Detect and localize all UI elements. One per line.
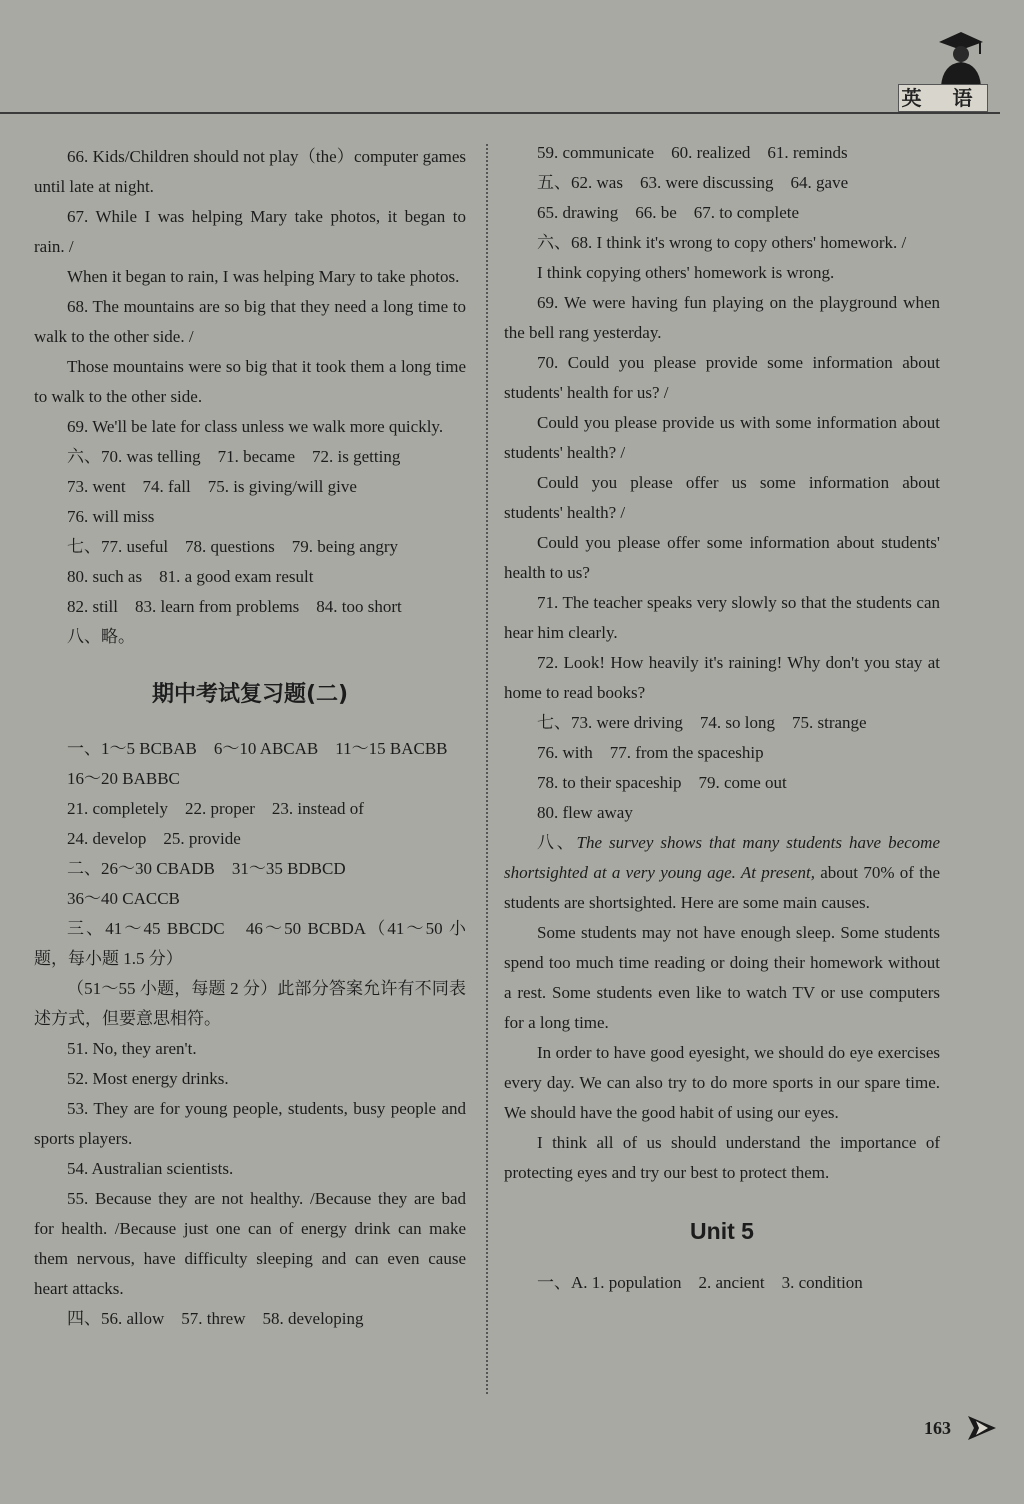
answer-line: 五、62. was 63. were discussing 64. gave: [537, 173, 849, 192]
answer-line: 51. No, they aren't.: [67, 1039, 197, 1058]
essay-paragraph: I think all of us should understand the importance of protecting eyes and try our best to protect them.: [504, 1133, 940, 1182]
answer-line: 16～20 BABBC: [67, 769, 180, 788]
answer-line: Could you please provide us with some information about students' health? /: [504, 413, 940, 462]
answer-line: 二、26～30 CBADB 31～35 BDBCD: [67, 859, 346, 878]
answer-line: 四、56. allow 57. threw 58. developing: [67, 1309, 364, 1328]
answer-line: 24. develop 25. provide: [67, 829, 241, 848]
answer-line: 六、70. was telling 71. became 72. is getting: [67, 447, 401, 466]
answer-line: 70. Could you please provide some information about students' health for us? /: [504, 353, 940, 402]
answer-line: 八、略。: [67, 627, 135, 646]
answer-line: 三、41～45 BBCDC 46～50 BCBDA（41～50 小题，每小题 1.5 分）: [34, 919, 466, 968]
answer-line: When it began to rain, I was helping Mary to take photos.: [67, 267, 460, 286]
answer-line: 36～40 CACCB: [67, 889, 180, 908]
answer-line: 六、68. I think it's wrong to copy others' homework. /: [537, 233, 907, 252]
answer-line: 71. The teacher speaks very slowly so that the students can hear him clearly.: [504, 593, 940, 642]
answer-line: 80. flew away: [537, 803, 633, 822]
answer-line: 55. Because they are not healthy. /Because they are bad for health. /Because just one can of energy drink can make them nervous, have difficulty sleeping and can even cause heart attacks.: [34, 1189, 466, 1298]
page-arrow-icon: [966, 1414, 998, 1442]
answer-line: 一、1～5 BCBAB 6～10 ABCAB 11～15 BACBB: [67, 739, 448, 758]
answer-line: 82. still 83. learn from problems 84. too short: [67, 597, 402, 616]
left-column: [34, 142, 466, 1334]
answer-line: （51～55 小题，每题 2 分）此部分答案允许有不同表述方式，但要意思相符。: [34, 979, 466, 1028]
graduate-icon: [935, 30, 987, 86]
essay-paragraph: In order to have good eyesight, we should do eye exercises every day. We can also try to do more sports in our spare time. We should have the good habit of using our eyes.: [504, 1043, 940, 1122]
essay-paragraph: Some students may not have enough sleep. Some students spend too much time reading or doing their homework without a rest. Some students even like to watch TV or use computers for a long time.: [504, 923, 940, 1032]
answer-line: I think copying others' homework is wrong.: [537, 263, 835, 282]
answer-line: 68. The mountains are so big that they need a long time to walk to the other side. /: [34, 297, 466, 346]
answer-line: Could you please offer some information about students' health to us?: [504, 533, 940, 582]
answer-line: 66. Kids/Children should not play（the）computer games until late at night.: [34, 147, 466, 196]
right-column: [504, 138, 940, 1298]
answer-line: 78. to their spaceship 79. come out: [537, 773, 787, 792]
section-title: 期中考试复习题(二): [151, 682, 349, 707]
answer-line: 72. Look! How heavily it's raining! Why don't you stay at home to read books?: [504, 653, 940, 702]
essay-intro: [504, 828, 940, 918]
answer-line: 67. While I was helping Mary take photos, it began to rain. /: [34, 207, 466, 256]
answer-line: 21. completely 22. proper 23. instead of: [67, 799, 364, 818]
answer-line: 69. We were having fun playing on the playground when the bell rang yesterday.: [504, 293, 940, 342]
unit-title: Unit 5: [690, 1218, 754, 1244]
answer-line: 53. They are for young people, students, busy people and sports players.: [34, 1099, 466, 1148]
answer-line: 73. went 74. fall 75. is giving/will give: [67, 477, 357, 496]
answer-line: 76. with 77. from the spaceship: [537, 743, 764, 762]
answer-line: 七、77. useful 78. questions 79. being angry: [67, 537, 398, 556]
answer-line: 54. Australian scientists.: [67, 1159, 234, 1178]
answer-line: 76. will miss: [67, 507, 155, 526]
answer-line: 七、73. were driving 74. so long 75. strange: [537, 713, 867, 732]
answer-line: 69. We'll be late for class unless we walk more quickly.: [67, 417, 444, 436]
answer-line: 一、A. 1. population 2. ancient 3. condition: [537, 1273, 863, 1292]
answer-line: Could you please offer us some information about students' health? /: [504, 473, 940, 522]
answer-line: 80. such as 81. a good exam result: [67, 567, 314, 586]
column-divider: [486, 144, 488, 1394]
answer-line: Those mountains were so big that it took them a long time to walk to the other side.: [34, 357, 466, 406]
answer-line: 65. drawing 66. be 67. to complete: [537, 203, 800, 222]
answer-line: 59. communicate 60. realized 61. reminds: [537, 143, 848, 162]
answer-line: 52. Most energy drinks.: [67, 1069, 229, 1088]
essay-prefix: 八、: [537, 833, 577, 852]
page-number: 163: [924, 1418, 951, 1438]
essay-italic: The survey shows that many students have become shortsighted at a very young age. At present,: [504, 833, 940, 882]
header-rule: [0, 112, 1000, 114]
essay-rest: about 70% of the students are shortsighted. Here are some main causes.: [504, 863, 941, 912]
subject-label: 英 语: [898, 84, 988, 112]
